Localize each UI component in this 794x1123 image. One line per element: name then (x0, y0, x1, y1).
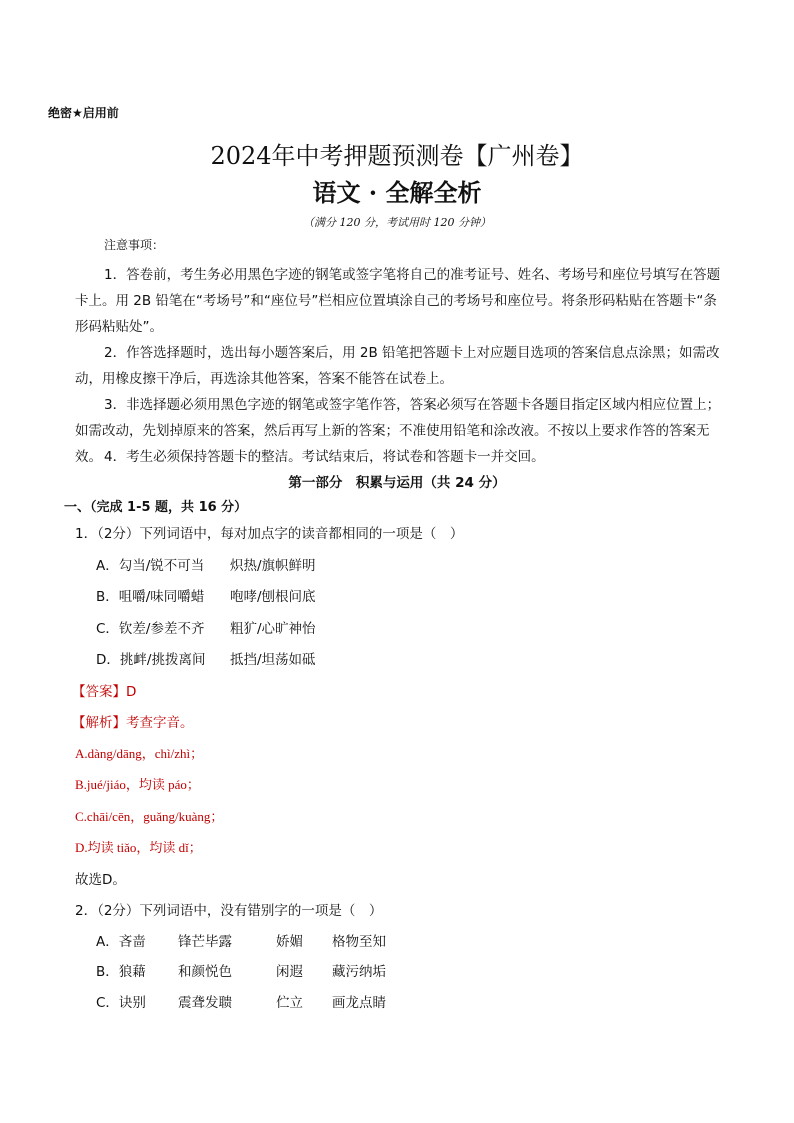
notice-heading: 注意事项： (104, 238, 165, 252)
section-title: 第一部分 积累与运用（共 24 分） (288, 475, 506, 491)
q1-option-a-part2: 炽热/旗帜鲜明 (230, 558, 316, 574)
q1-analysis-line-c: C.chāi/cēn，guǎng/kuàng； (75, 809, 224, 824)
q1-option-c-part1: C．钦差/参差不齐 (96, 621, 205, 637)
q2-option-c-w2: 震聋发聩 (178, 995, 232, 1011)
q2-option-c-w3: 伫立 (276, 995, 303, 1011)
notice-item-2: 2．作答选择题时，选出每小题答案后，用 2B 铅笔把答题卡上对应题目选项的答案信息点涂黑；如需改动，用橡皮擦干净后，再选涂其他答案，答案不能答在试卷上。 (75, 345, 720, 387)
notice-item-1: 1．答卷前，考生务必用黑色字迹的钢笔或签字笔将自己的准考证号、姓名、考场号和座位号填写在答题卡上。用 2B 铅笔在“考场号”和“座位号”栏相应位置填涂自己的考场号和座位号。将条形码粘贴在答题卡“条形码粘贴处”。 (75, 267, 721, 335)
q1-option-b-part1: B．咀嚼/味同嚼蜡 (96, 589, 205, 605)
q1-conclusion: 故选D。 (75, 872, 126, 888)
exam-note: （满分 120 分，考试用时 120 分钟） (303, 216, 491, 229)
q1-option-c (96, 617, 316, 637)
question-2-stem: 2．（2分）下列词语中，没有错别字的一项是（ ） (75, 903, 383, 919)
q2-option-c-w4: 画龙点睛 (332, 995, 386, 1011)
q1-analysis: 【解析】考查字音。 (72, 715, 194, 731)
q1-analysis-line-d: D.均读 tiǎo，均读 dǐ； (75, 840, 202, 855)
secret-label: 绝密★启用前 (48, 106, 119, 120)
q1-option-a (96, 554, 316, 574)
q2-option-b-w3: 闲遐 (276, 964, 303, 980)
notice-item-3: 3．非选择题必须用黑色字迹的钢笔或签字笔作答，答案必须写在答题卡各题目指定区域内相应位置上；如需改动，先划掉原来的答案，然后再写上新的答案；不准使用铅笔和涂改液。不按以上要求作答的答案无效。 (75, 397, 721, 465)
q2-option-a-w1: A．吝啬 (96, 934, 146, 950)
q1-analysis-line-b: B.jué/jiáo，均读 páo； (75, 777, 200, 792)
page-subtitle: 语文 · 全解全析 (312, 178, 482, 207)
q2-option-c-w1: C．诀别 (96, 995, 146, 1011)
q1-analysis-line-a: A.dàng/dāng，chì/zhì； (75, 746, 204, 761)
q1-option-c-part2: 粗犷/心旷神怡 (230, 621, 316, 637)
q1-option-a-part1: A．勾当/锐不可当 (96, 558, 205, 574)
q1-option-d-part1: D．挑衅/挑拨离间 (96, 652, 206, 668)
q2-option-a (96, 930, 386, 950)
q2-option-a-w3: 娇媚 (276, 934, 303, 950)
q1-answer: 【答案】D (72, 684, 137, 700)
q1-option-d (96, 648, 316, 668)
question-1-stem: 1．（2分）下列词语中，每对加点字的读音都相同的一项是（ ） (75, 526, 464, 542)
q1-option-b (96, 585, 316, 605)
q2-option-c (96, 991, 386, 1011)
q2-option-b-w1: B．狼藉 (96, 964, 146, 980)
q1-option-d-part2: 抵挡/坦荡如砥 (230, 652, 316, 668)
notice-item-4: 4．考生必须保持答题卡的整洁。考试结束后，将试卷和答题卡一并交回。 (104, 449, 545, 465)
q2-option-a-w4: 格物至知 (332, 934, 386, 950)
q2-option-a-w2: 锋芒毕露 (178, 934, 232, 950)
section-subtitle: 一、（完成 1-5 题，共 16 分） (64, 500, 248, 515)
page-title: 2024年中考押题预测卷【广州卷】 (210, 142, 584, 170)
q2-option-b-w2: 和颜悦色 (178, 964, 232, 980)
q1-option-b-part2: 咆哮/刨根问底 (230, 589, 316, 605)
q2-option-b-w4: 藏污纳垢 (332, 964, 386, 980)
q2-option-b (96, 960, 386, 980)
